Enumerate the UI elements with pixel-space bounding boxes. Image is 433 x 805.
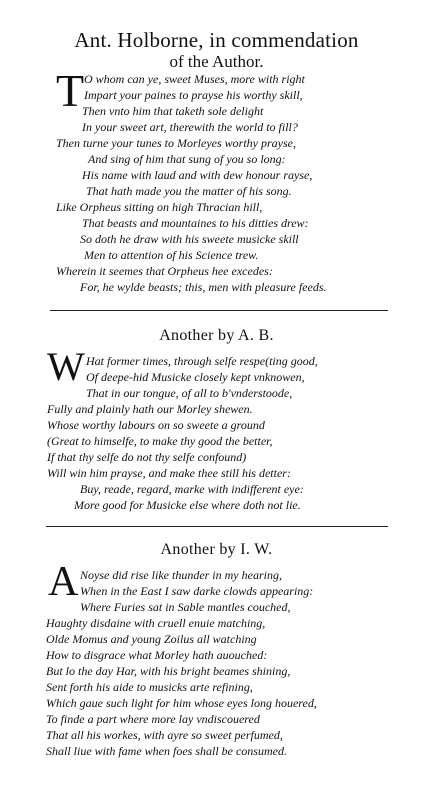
verse-line: That in our tongue, of all to b'vnderstoode, — [86, 386, 293, 400]
verse-line: Shall liue with fame when foes shall be consumed. — [46, 744, 287, 758]
verse-line: So doth he draw with his sweete musicke skill — [80, 232, 299, 246]
drop-capital: T — [56, 65, 85, 116]
verse-line: Of deepe-hid Musicke closely kept vnknowen, — [86, 370, 305, 384]
verse-line: Sent forth his aide to musicks arte refining, — [46, 680, 253, 694]
verse-line: In your sweet art, therewith the world to fill? — [82, 120, 298, 134]
verse-line: Then turne your tunes to Morleyes worthy prayse, — [56, 136, 296, 150]
verse-line: That all his workes, with ayre so sweet perfumed, — [46, 728, 283, 742]
verse-line: Where Furies sat in Sable mantles couched, — [80, 600, 291, 614]
verse-line: When in the East I saw darke clowds appearing: — [80, 584, 314, 598]
verse-line: More good for Musicke else where doth not lie. — [74, 498, 301, 512]
verse-line: If that thy selfe do not thy selfe confound) — [47, 450, 247, 464]
verse-line: Impart your paines to prayse his worthy skill, — [84, 88, 303, 102]
verse-line: For, he wylde beasts; this, men with pleasure feeds. — [80, 280, 327, 294]
verse-line: But lo the day Har, with his bright beames shining, — [46, 664, 291, 678]
section-heading: Another by A. B. — [159, 327, 274, 344]
verse-line: How to disgrace what Morley hath auouched: — [46, 648, 268, 662]
verse-line: And sing of him that sung of you so long: — [88, 152, 286, 166]
drop-capital: A — [48, 559, 79, 605]
section-divider — [46, 526, 388, 527]
verse-line: Then vnto him that taketh sole delight — [82, 104, 264, 118]
verse-line: Fully and plainly hath our Morley shewen. — [47, 402, 253, 416]
verse-line: Haughty disdaine with cruell enuie matching, — [46, 616, 266, 630]
drop-capital: W — [47, 344, 85, 389]
verse-line: Which gaue such light for him whose eyes long houered, — [46, 696, 317, 710]
verse-line: Whose worthy labours on so sweete a ground — [47, 418, 265, 432]
verse-line: Hat former times, through selfe respe(ting good, — [86, 354, 318, 368]
verse-line: Buy, reade, regard, marke with indifferent eye: — [80, 482, 304, 496]
verse-line: Olde Momus and young Zoilus all watching — [46, 632, 257, 646]
verse-line: Will win him prayse, and make thee still his detter: — [47, 466, 291, 480]
verse-line: (Great to himselfe, to make thy good the better, — [47, 434, 273, 448]
section-heading: Another by I. W. — [160, 541, 273, 558]
verse-line: O whom can ye, sweet Muses, more with right — [84, 72, 305, 86]
verse-line: His name with laud and with dew honour rayse, — [82, 168, 313, 182]
verse-line: That beasts and mountaines to his ditties drew: — [82, 216, 309, 230]
page-title: Ant. Holborne, in commendation — [74, 28, 359, 52]
verse-line: That hath made you the matter of his song. — [86, 184, 292, 198]
verse-line: Like Orpheus sitting on high Thracian hill, — [56, 200, 263, 214]
verse-line: Noyse did rise like thunder in my hearing, — [80, 568, 282, 582]
page-subtitle: of the Author. — [169, 52, 264, 71]
verse-line: Wherein it seemes that Orpheus hee excedes: — [56, 264, 273, 278]
verse-line: Men to attention of his Science trew. — [84, 248, 259, 262]
verse-line: To finde a part where more lay vndiscouered — [46, 712, 260, 726]
section-divider — [50, 310, 388, 311]
